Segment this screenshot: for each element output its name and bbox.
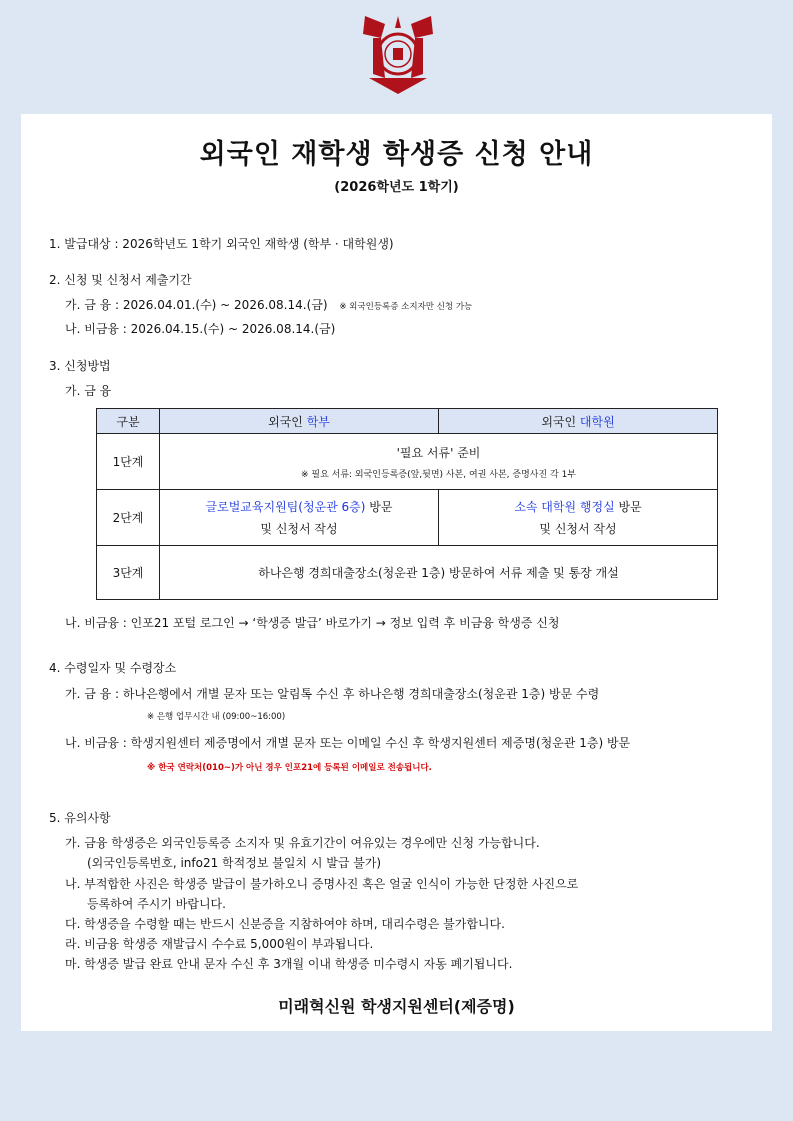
step1-main: '필요 서류' 준비: [396, 445, 481, 460]
step2-graduate: [439, 490, 718, 546]
issuing-office-footer: 미래혁신원 학생지원센터(제증명): [278, 997, 515, 1016]
header-undergraduate-highlight: 학부: [306, 414, 330, 429]
header-category: 구분: [97, 409, 160, 434]
notice-c: 다. 학생증을 수령할 때는 반드시 신분증을 지참하여야 하며, 대리수령은 불가합니다.: [65, 917, 505, 931]
step1-content: [160, 434, 718, 490]
step2-undergraduate-office: 글로벌교육지원팀(청운관 6층): [205, 500, 366, 514]
table-row-step3: [97, 546, 718, 600]
notice-a-line1: 가. 금융 학생증은 외국인등록증 소지자 및 유효기간이 여유있는 경우에만 신청 가능합니다.: [65, 836, 540, 850]
header-undergraduate-prefix: 외국인: [268, 414, 307, 429]
step2-undergraduate-visit: 방문: [365, 500, 393, 514]
finance-period-note: ※ 외국인등록증 소지자만 신청 가능: [339, 302, 473, 312]
step2-label: 2단계: [97, 490, 160, 546]
section-3-heading: 3. 신청방법: [49, 359, 111, 373]
table-row-step2: [97, 490, 718, 546]
university-seal-emblem: [355, 8, 441, 96]
header-graduate-prefix: 외국인: [541, 414, 580, 429]
section-2-finance-period: [65, 296, 472, 313]
header-graduate-highlight: 대학원: [579, 414, 615, 429]
table-header-row: [97, 409, 718, 434]
header-graduate: [439, 409, 718, 434]
step2-undergraduate: [160, 490, 439, 546]
notice-d: 라. 비금융 학생증 재발급시 수수료 5,000원이 부과됩니다.: [65, 937, 374, 951]
section-4-nonfinance-pickup: 나. 비금융 : 학생지원센터 제증명에서 개별 문자 또는 이메일 수신 후 학생지원센터 제증명(청운관 1층) 방문: [65, 736, 631, 750]
section-2-heading: 2. 신청 및 신청서 제출기간: [49, 273, 192, 287]
notice-e: 마. 학생증 발급 완료 안내 문자 수신 후 3개월 이내 학생증 미수령시 자동 폐기됩니다.: [65, 957, 513, 971]
step2-graduate-visit: 방문: [614, 500, 642, 514]
section-3-finance-label: 가. 금 융: [65, 384, 112, 398]
step1-note: ※ 필요 서류: 외국인등록증(앞,뒷면) 사본, 여권 사본, 증명사진 각 1부: [300, 469, 576, 480]
document-page: [21, 114, 772, 1031]
step1-label: 1단계: [97, 434, 160, 490]
section-2-nonfinance-period: 나. 비금융 : 2026.04.15.(수) ~ 2026.08.14.(금): [65, 322, 336, 336]
step3-label: 3단계: [97, 546, 160, 600]
application-steps-table: [96, 408, 718, 600]
section-4-nonfinance-warning: ※ 한국 연락처(010~)가 아닌 경우 인포21에 등록된 이메일로 전송됩니다.: [147, 763, 432, 773]
section-4-finance-note: ※ 은행 업무시간 내 (09:00~16:00): [147, 712, 286, 722]
section-1-eligibility: 1. 발급대상 : 2026학년도 1학기 외국인 재학생 (학부 · 대학원생): [49, 237, 394, 251]
notice-a-line2: (외국인등록번호, info21 학적정보 불일치 시 발급 불가): [87, 856, 382, 870]
section-3-nonfinance-method: 나. 비금융 : 인포21 포털 로그인 → ‘학생증 발급’ 바로가기 → 정보 입력 후 비금융 학생증 신청: [65, 616, 560, 630]
step2-graduate-office: 소속 대학원 행정실: [514, 500, 615, 514]
table-row-step1: [97, 434, 718, 490]
section-4-finance-pickup: 가. 금 융 : 하나은행에서 개별 문자 또는 알림톡 수신 후 하나은행 경희대출장소(청운관 1층) 방문 수령: [65, 687, 600, 701]
step3-content: 하나은행 경희대출장소(청운관 1층) 방문하여 서류 제출 및 통장 개설: [160, 546, 718, 600]
step2-undergraduate-line2: 및 신청서 작성: [260, 522, 338, 536]
notice-b-line1: 나. 부적합한 사진은 학생증 발급이 불가하오니 증명사진 혹은 얼굴 인식이 가능한 단정한 사진으로: [65, 877, 579, 891]
finance-period-text: 가. 금 융 : 2026.04.01.(수) ~ 2026.08.14.(금): [65, 298, 328, 312]
section-5-heading: 5. 유의사항: [49, 811, 111, 825]
header-undergraduate: [160, 409, 439, 434]
step2-graduate-line2: 및 신청서 작성: [539, 522, 617, 536]
section-4-heading: 4. 수령일자 및 수령장소: [49, 661, 177, 675]
notice-b-line2: 등록하여 주시기 바랍니다.: [87, 897, 226, 911]
document-title: 외국인 재학생 학생증 신청 안내: [199, 139, 594, 170]
document-subtitle: (2026학년도 1학기): [334, 180, 459, 195]
